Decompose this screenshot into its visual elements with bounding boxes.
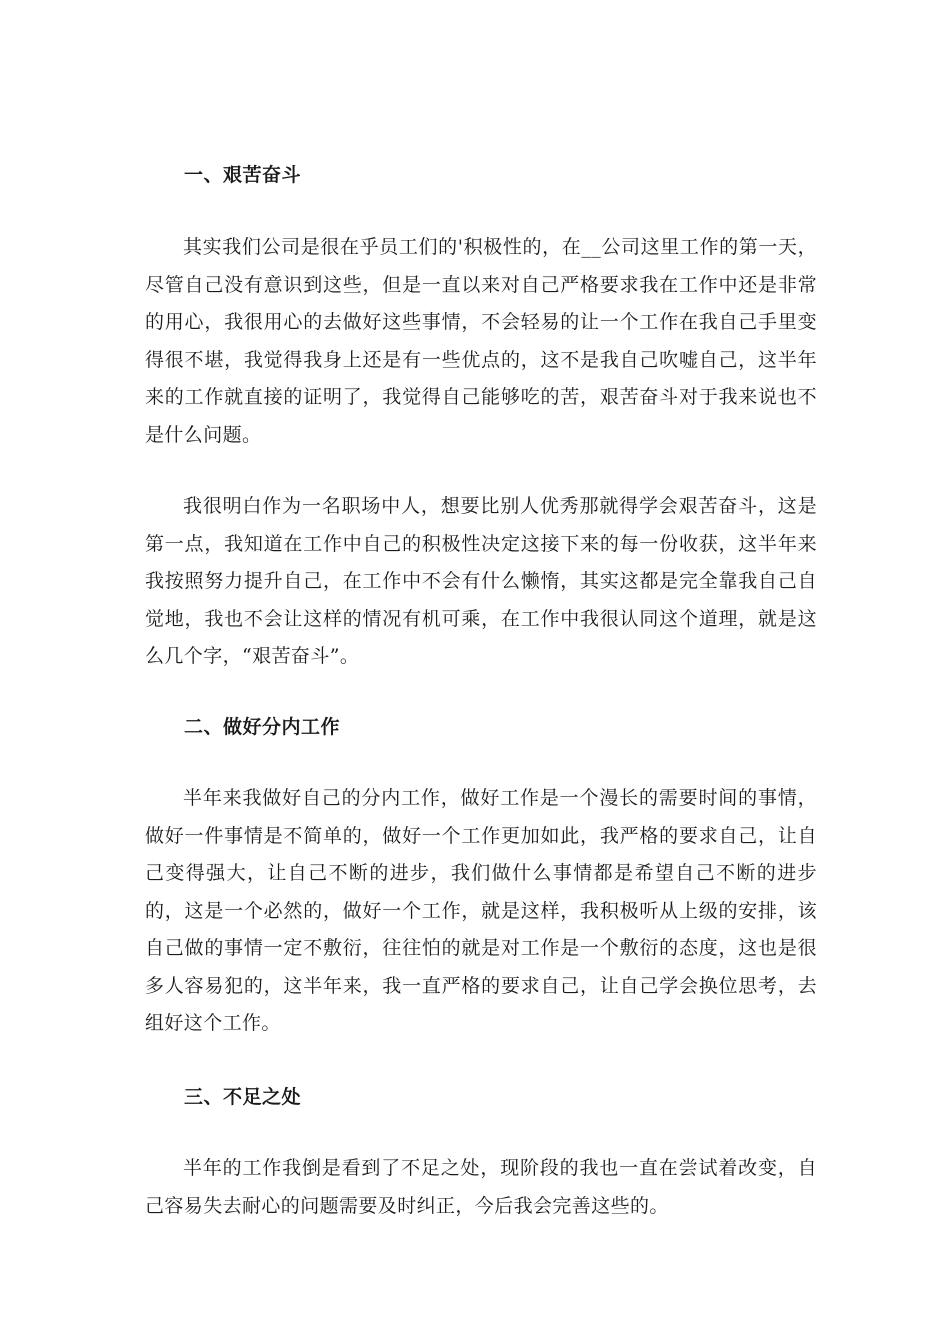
paragraph-hardwork-1: 其实我们公司是很在乎员工们的'积极性的，在__公司这里工作的第一天，尽管自己没有意识到这些，但是一直以来对自己严格要求我在工作中还是非常的用心，我很用心的去做好这些事情，不会轻易的让一个工作在我自己手里变得很不堪，我觉得我身上还是有一些优点的，这不是我自己吹嘘自己，这半年来的工作就直接的证明了，我觉得自己能够吃的苦，艰苦奋斗对于我来说也不是什么问题。	[145, 236, 817, 446]
paragraph-shortcomings-1: 半年的工作我倒是看到了不足之处，现阶段的我也一直在尝试着改变，自己容易失去耐心的问题需要及时纠正，今后我会完善这些的。	[145, 1157, 817, 1217]
section-heading-hardwork: 一、艰苦奋斗	[184, 164, 302, 186]
paragraph-hardwork-2: 我很明白作为一名职场中人，想要比别人优秀那就得学会艰苦奋斗，这是第一点，我知道在工作中自己的积极性决定这接下来的每一份收获，这半年来我按照努力提升自己，在工作中不会有什么懒惰，其实这都是完全靠我自己自觉地，我也不会让这样的情况有机可乘，在工作中我很认同这个道理，就是这么几个字，“艰苦奋斗”。	[145, 495, 817, 667]
section-heading-shortcomings: 三、不足之处	[184, 1086, 302, 1108]
paragraph-duty-1: 半年来我做好自己的分内工作，做好工作是一个漫长的需要时间的事情，做好一件事情是不简单的，做好一个工作更加如此，我严格的要求自己，让自己变得强大，让自己不断的进步，我们做什么事情都是希望自己不断的进步的，这是一个必然的，做好一个工作，就是这样，我积极听从上级的安排，该自己做的事情一定不敷衍，往往怕的就是对工作是一个敷衍的态度，这也是很多人容易犯的，这半年来，我一直严格的要求自己，让自己学会换位思考，去组好这个工作。	[145, 787, 817, 1034]
section-heading-duty: 二、做好分内工作	[184, 716, 341, 738]
